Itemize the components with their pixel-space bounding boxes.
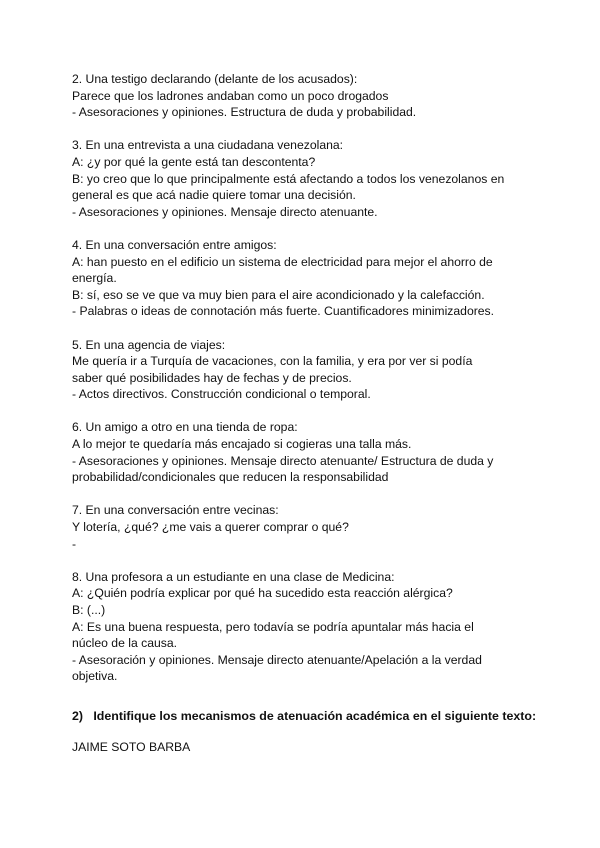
paragraph-gap	[72, 320, 532, 337]
paragraph-gap	[72, 552, 532, 569]
exercise-line: - Asesoraciones y opiniones. Estructura de duda y probabilidad.	[72, 105, 417, 120]
exercise-line: núcleo de la causa.	[72, 636, 178, 651]
exercise-line: B: sí, eso se ve que va muy bien para el aire acondicionado y la calefacción.	[72, 287, 485, 302]
exercise-line: B: (...)	[72, 603, 106, 617]
exercise-line: Y lotería, ¿qué? ¿me vais a querer comprar o qué?	[72, 520, 349, 535]
paragraph-gap	[72, 403, 532, 420]
author-name: JAIME SOTO BARBA	[72, 740, 191, 754]
exercise-line: A: ¿Quién podría explicar por qué ha sucedido esta reacción alérgica?	[72, 586, 453, 601]
section-heading: 2) Identifique los mecanismos de atenuación académica en el siguiente texto:	[72, 709, 537, 723]
paragraph-gap	[72, 220, 532, 237]
paragraph-gap	[72, 486, 532, 503]
exercise-line: general es que acá nadie quiere tomar una decisión.	[72, 188, 356, 203]
exercise-line: energía.	[72, 271, 117, 286]
exercise-list	[72, 71, 532, 685]
exercise-line: probabilidad/condicionales que reducen la responsabilidad	[72, 470, 389, 485]
exercise-line: Parece que los ladrones andaban como un poco drogados	[72, 88, 389, 103]
exercise-line: objetiva.	[72, 669, 118, 684]
exercise-line: - Asesoraciones y opiniones. Mensaje directo atenuante/ Estructura de duda y	[72, 453, 494, 468]
exercise-line: 5. En una agencia de viajes:	[72, 337, 226, 352]
exercise-line: A: han puesto en el edificio un sistema de electricidad para mejor el ahorro de	[72, 254, 493, 269]
exercise-line: A: ¿y por qué la gente está tan descontenta?	[72, 154, 316, 169]
exercise-line: - Actos directivos. Construcción condicional o temporal.	[72, 387, 371, 402]
exercise-item	[72, 337, 532, 403]
exercise-line: - Asesoraciones y opiniones. Mensaje directo atenuante.	[72, 204, 378, 219]
exercise-item	[72, 237, 532, 320]
exercise-line: 4. En una conversación entre amigos:	[72, 237, 277, 252]
exercise-line: A lo mejor te quedaría más encajado si cogieras una talla más.	[72, 437, 412, 452]
exercise-line: -	[72, 536, 77, 551]
exercise-line: - Palabras o ideas de connotación más fuerte. Cuantificadores minimizadores.	[72, 304, 495, 319]
exercise-item	[72, 419, 532, 485]
exercise-line: 2. Una testigo declarando (delante de los acusados):	[72, 72, 358, 86]
exercise-line: B: yo creo que lo que principalmente está afectando a todos los venezolanos en	[72, 171, 505, 186]
exercise-item	[72, 71, 532, 121]
exercise-line: 7. En una conversación entre vecinas:	[72, 503, 279, 518]
exercise-line: saber qué posibilidades hay de fechas y de precios.	[72, 370, 352, 385]
exercise-line: 6. Un amigo a otro en una tienda de ropa:	[72, 420, 298, 435]
exercise-line: 8. Una profesora a un estudiante en una clase de Medicina:	[72, 569, 395, 584]
exercise-line: 3. En una entrevista a una ciudadana venezolana:	[72, 138, 344, 153]
exercise-line: - Asesoración y opiniones. Mensaje directo atenuante/Apelación a la verdad	[72, 652, 482, 667]
exercise-line: Me quería ir a Turquía de vacaciones, con la familia, y era por ver si podía	[72, 354, 473, 369]
paragraph-gap	[72, 121, 532, 138]
exercise-item	[72, 502, 532, 552]
exercise-item	[72, 137, 532, 220]
exercise-line: A: Es una buena respuesta, pero todavía se podría apuntalar más hacia el	[72, 619, 474, 634]
exercise-item	[72, 569, 532, 685]
